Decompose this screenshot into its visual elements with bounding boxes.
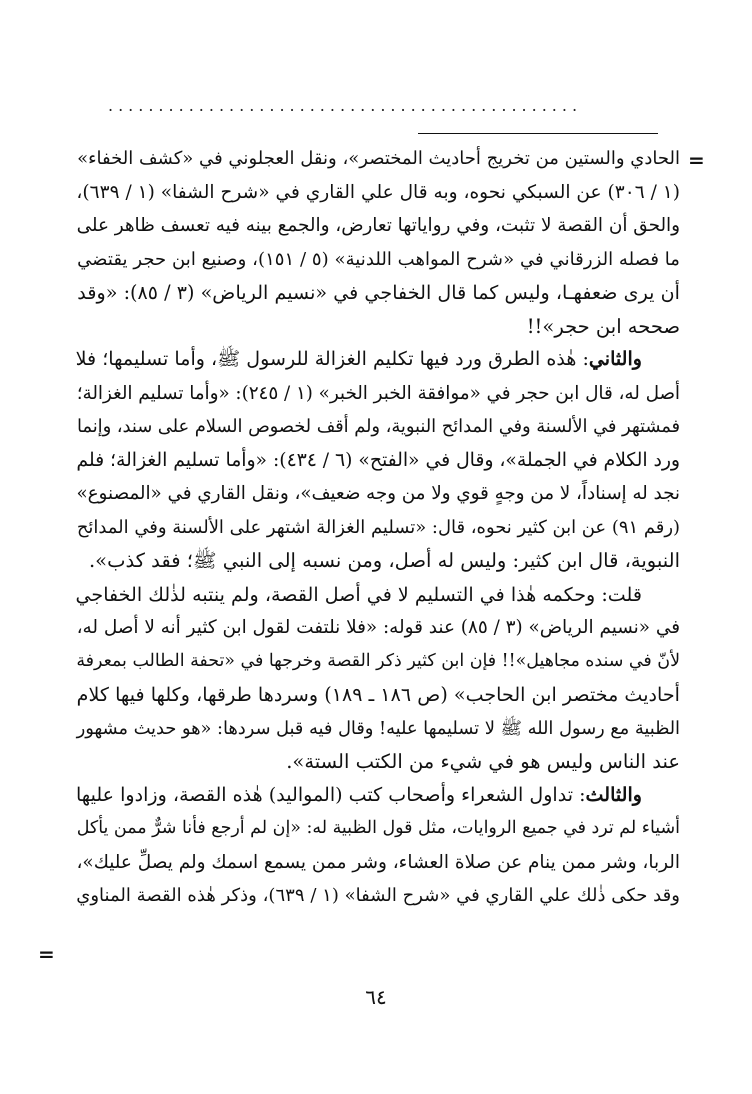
text-line: (رقم ٩١) عن ابن كثير نحوه، قال: «تسليم الغزالة اشتهر على الألسنة وفي المدائح	[76, 516, 680, 538]
text-line: أشياء لم ترد في جميع الروايات، مثل قول الظبية له: «إن لم أرجع فأنا شرٌّ ممن يأكل	[76, 818, 680, 838]
text-line: والحق أن القصة لا تثبت، وفي رواياتها تعارض، والجمع بينه فيه تعسف ظاهر على	[76, 215, 680, 236]
text-line: قلت: وحكمه هٰذا في التسليم لا في أصل القصة، ولم ينتبه لذٰلك الخفاجي	[75, 582, 642, 606]
text-line: نجد له إسناداً، لا من وجهٍ قوي ولا من وجه ضعيف»، ونقل القاري في «المصنوع»	[76, 483, 680, 504]
continuation-marker-bottom: =	[38, 942, 55, 966]
second-point-label: والثاني	[588, 348, 642, 370]
text-line: أصل له، قال ابن حجر في «موافقة الخبر الخبر» (١ / ٢٤٥): «وأما تسليم الغزالة؛	[76, 382, 680, 404]
text-line: أحاديث مختصر ابن الحاجب» (ص ١٨٦ ـ ١٨٩) وسردها طرقها، وكلها فيها كلام	[76, 683, 680, 706]
text-line: النبوية، قال ابن كثير: وليس له أصل، ومن نسبه إلى النبي ﷺ؛ فقد كذب».	[88, 549, 680, 572]
footnote-separator-rule	[418, 133, 658, 134]
text-line: ورد الكلام في الجملة»، وقال في «الفتح» (٦ / ٤٣٤): «وأما تسليم الغزالة؛ فلم	[76, 449, 680, 471]
page-number: ٦٤	[365, 985, 387, 1009]
text-line: في «نسيم الرياض» (٣ / ٨٥) عند قوله: «فلا نلتفت لقول ابن كثير أنه لا أصل له،	[76, 617, 680, 638]
text-line: : هٰذه الطرق ورد فيها تكليم الغزالة للرسول ﷺ، وأما تسليمها؛ فلا	[75, 348, 589, 370]
text-line: الحادي والستين من تخريج أحاديث المختصر»، ونقل العجلوني في «كشف الخفاء»	[77, 148, 680, 169]
third-point-label: والثالث	[585, 783, 642, 806]
text-line: فمشتهر في الألسنة وفي المدائح النبوية، ولم أقف لخصوص السلام على سند، وإنما	[77, 416, 680, 437]
text-line: وقد حكى ذٰلك علي القاري في «شرح الشفا» (١ / ٦٣٩)، وذكر هٰذه القصة المناوي	[76, 885, 680, 906]
text-line: الظبية مع رسول الله ﷺ لا تسليمها عليه! وقال فيه قبل سردها: «هو حديث مشهور	[76, 717, 680, 739]
text-line: لأنّ في سنده مجاهيل»!! فإن ابن كثير ذكر القصة وخرجها في «تحفة الطالب بمعرفة	[76, 650, 680, 671]
text-line: عند الناس وليس هو في شيء من الكتب الستة».	[286, 750, 680, 773]
footnote-text	[70, 142, 680, 913]
text-line: (١ / ٣٠٦) عن السبكي نحوه، وبه قال علي القاري في «شرح الشفا» (١ / ٦٣٩)،	[76, 181, 680, 203]
text-line: صححه ابن حجر»!!	[526, 314, 680, 338]
text-line: أن يرى ضعفهـا، وليس كما قال الخفاجي في «نسيم الرياض» (٣ / ٨٥): «وقد	[77, 281, 680, 304]
text-line: ما فصله الزرقاني في «شرح المواهب اللدنية» (٥ / ١٥١)، وصنيع ابن حجر يقتضي	[77, 248, 680, 270]
continuation-marker-top: =	[688, 148, 705, 172]
third-point-first-line	[70, 779, 680, 813]
second-point-first-line	[70, 343, 680, 377]
header-dotted-line: ...............................................	[108, 96, 583, 115]
text-line: : تداول الشعراء وأصحاب كتب (المواليد) هٰذه القصة، وزادوا عليها	[75, 783, 586, 806]
text-line: الربا، وشر ممن ينام عن صلاة العشاء، وشر ممن يسمع اسمك ولم يصلِّ عليك»،	[76, 851, 680, 873]
